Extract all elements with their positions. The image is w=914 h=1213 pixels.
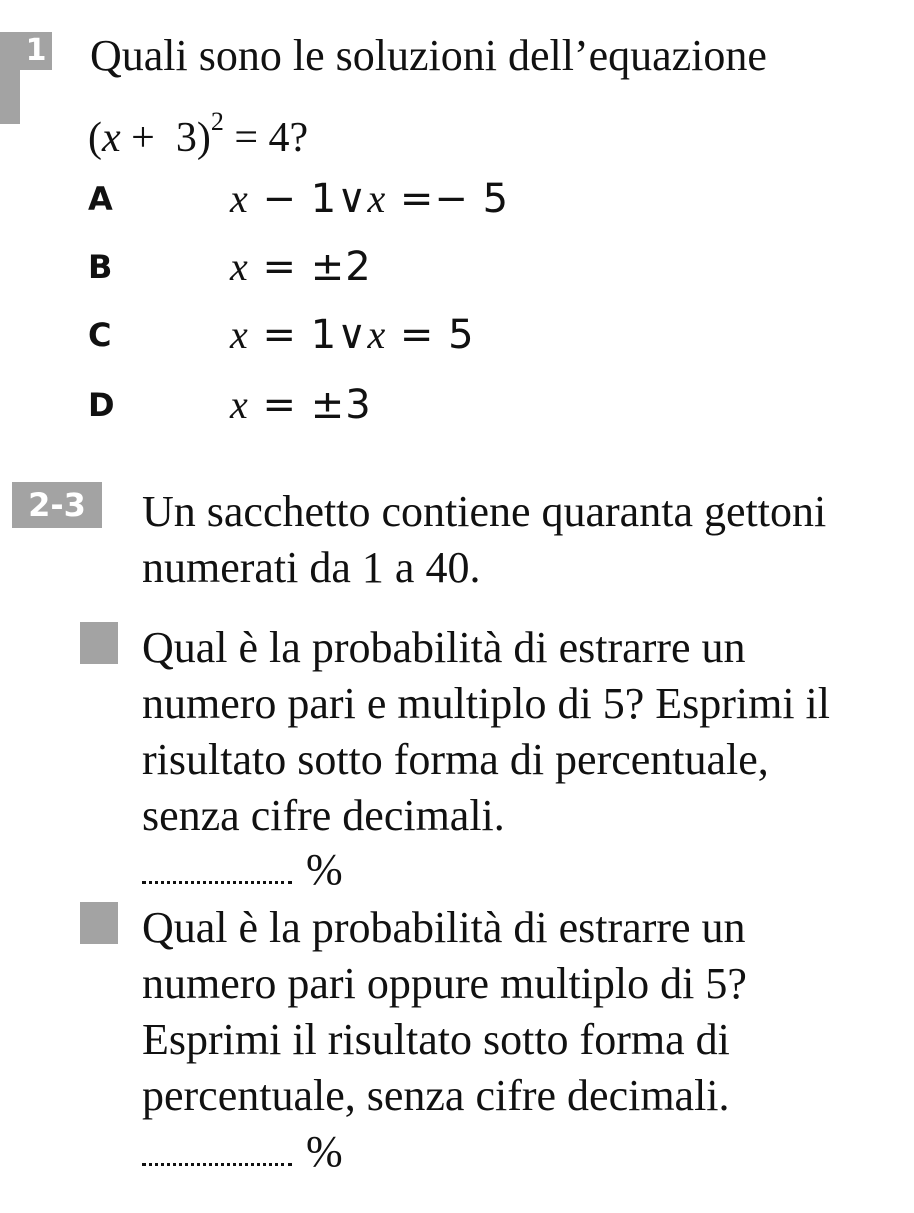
opt-d-part1: = ±3 bbox=[248, 382, 372, 428]
opt-a-var2: x bbox=[367, 176, 387, 221]
sub-question-2-marker bbox=[80, 622, 118, 664]
opt-c-var2: x bbox=[367, 312, 387, 357]
option-d-letter[interactable]: D bbox=[88, 386, 115, 424]
question-1-number-badge: 1 bbox=[20, 32, 52, 70]
question-2-3-intro bbox=[142, 484, 826, 596]
opt-c-var1: x bbox=[230, 312, 249, 357]
option-b-expression[interactable] bbox=[230, 242, 372, 292]
eq-rest: = 4? bbox=[223, 115, 309, 161]
sub-question-3-marker bbox=[80, 902, 118, 944]
question-1-equation bbox=[88, 88, 308, 178]
sub-question-3-answer-field[interactable] bbox=[142, 1124, 343, 1180]
sub2-line-1: Qual è la probabilità di estrarre un bbox=[142, 623, 746, 672]
sub3-line-2: numero pari oppure multiplo di 5? bbox=[142, 959, 747, 1008]
sub-question-2-answer-field[interactable] bbox=[142, 842, 343, 898]
eq-open-paren: ( bbox=[88, 115, 102, 161]
question-1-text: Quali sono le soluzioni dell’equazione bbox=[90, 31, 767, 80]
question-2-3-number-badge: 2-3 bbox=[12, 482, 102, 528]
sub2-line-3: risultato sotto forma di percentuale, bbox=[142, 735, 769, 784]
opt-d-var1: x bbox=[230, 382, 249, 427]
opt-c-part2: = 5 bbox=[386, 312, 475, 358]
opt-a-var1: x bbox=[230, 176, 249, 221]
answer-blank[interactable] bbox=[142, 1135, 292, 1166]
sub2-line-2: numero pari e multiplo di 5? Esprimi il bbox=[142, 679, 830, 728]
option-b-letter[interactable]: B bbox=[88, 248, 113, 286]
sub-question-2-text bbox=[142, 620, 830, 844]
option-a-letter[interactable]: A bbox=[88, 180, 113, 218]
opt-a-part1: − 1∨ bbox=[248, 176, 368, 222]
sub2-line-4: senza cifre decimali. bbox=[142, 791, 505, 840]
opt-a-part2: =− 5 bbox=[386, 176, 510, 222]
opt-b-part1: = ±2 bbox=[248, 244, 372, 290]
eq-exponent: 2 bbox=[210, 107, 224, 136]
eq-variable: x bbox=[102, 115, 121, 161]
answer-blank[interactable] bbox=[142, 853, 292, 884]
question-1-marker-bar bbox=[0, 32, 20, 124]
intro-line-1: Un sacchetto contiene quaranta gettoni bbox=[142, 487, 827, 536]
sub3-line-4: percentuale, senza cifre decimali. bbox=[142, 1071, 730, 1120]
eq-plus-three: + 3) bbox=[120, 115, 211, 161]
opt-c-part1: = 1∨ bbox=[248, 312, 368, 358]
sub3-line-1: Qual è la probabilità di estrarre un bbox=[142, 903, 746, 952]
option-d-expression[interactable] bbox=[230, 380, 372, 430]
option-c-letter[interactable]: C bbox=[88, 316, 112, 354]
option-c-expression[interactable] bbox=[230, 310, 475, 360]
percent-sign: % bbox=[306, 845, 343, 894]
sub3-line-3: Esprimi il risultato sotto forma di bbox=[142, 1015, 730, 1064]
percent-sign: % bbox=[306, 1127, 343, 1176]
option-a-expression[interactable] bbox=[230, 174, 509, 224]
sub-question-3-text bbox=[142, 900, 747, 1124]
intro-line-2: numerati da 1 a 40. bbox=[142, 543, 481, 592]
opt-b-var1: x bbox=[230, 244, 249, 289]
